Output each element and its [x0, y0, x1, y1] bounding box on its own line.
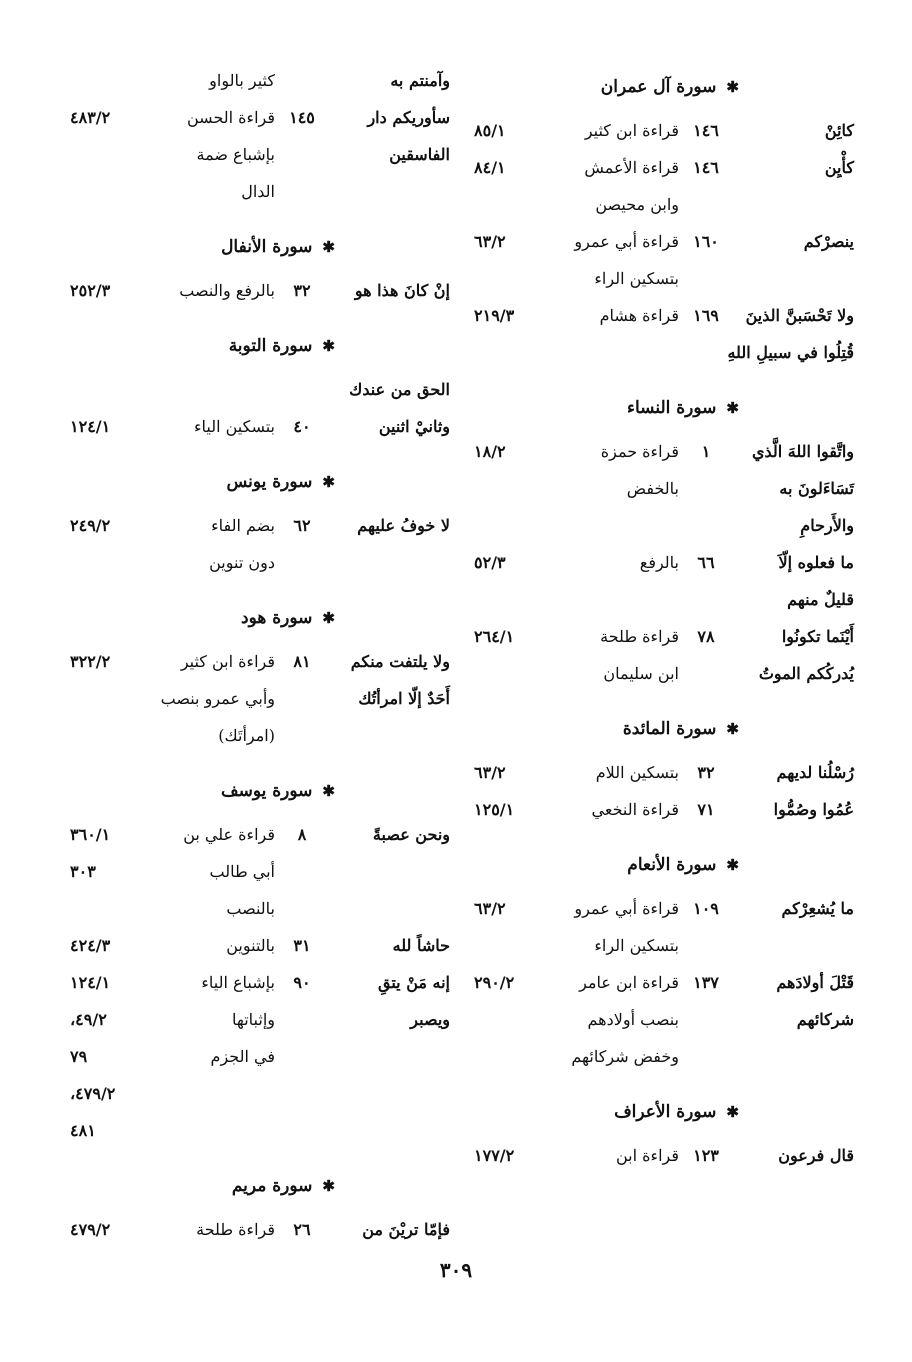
entry-word: وثانيْ اثنين: [378, 417, 450, 436]
reading-note: قراءة هشام: [599, 306, 679, 325]
index-entry: [70, 643, 450, 680]
index-entry: [474, 618, 854, 655]
entry-word: أَيْنَما تكونُوا: [781, 627, 854, 646]
page-reference: ٣٠٣: [70, 862, 96, 881]
surah-block: [70, 457, 450, 593]
asterisk-icon: ✱: [726, 856, 739, 874]
entry-word: إنْ كانَ هذا هو: [354, 281, 450, 300]
index-entry: [70, 1211, 450, 1248]
reading-note: دون تنوين: [209, 553, 275, 572]
asterisk-icon: ✱: [726, 399, 739, 417]
entry-word: فإمّا تريْنَ من: [362, 1220, 450, 1239]
reading-note: بالرفع: [639, 553, 679, 572]
page-reference: ٢٦٤/١: [474, 627, 515, 646]
verse-number: ٩٠: [293, 973, 311, 992]
page-reference: ١٢٥/١: [474, 800, 515, 819]
verse-number: ٢٦: [293, 1220, 311, 1239]
index-entry: [474, 1137, 854, 1174]
verse-number: ٨: [297, 825, 307, 844]
asterisk-icon: ✱: [322, 609, 335, 627]
surah-block: [70, 593, 450, 766]
reading-note: قراءة حمزة: [600, 442, 679, 461]
reading-note: وإثباتها: [231, 1010, 275, 1029]
entry-word: واتَّقوا اللهَ الَّذي: [751, 442, 854, 461]
entry-word: تَسَاءَلونَ به: [779, 479, 854, 498]
surah-heading: [474, 383, 854, 433]
index-entry: [474, 1038, 854, 1075]
reading-note: قراءة ابن: [616, 1146, 679, 1165]
page-reference: ٨٥/١: [474, 121, 506, 140]
surah-title: سورة يوسف: [221, 781, 313, 801]
asterisk-icon: ✱: [726, 720, 739, 738]
index-entry: [474, 754, 854, 791]
surah-block: [70, 766, 450, 1161]
index-entry: [474, 507, 854, 544]
reading-note: قراءة طلحة: [196, 1220, 275, 1239]
index-entry: [474, 112, 854, 149]
index-entry: [70, 816, 450, 853]
entry-word: حاشاً لله: [392, 936, 450, 955]
surah-block: [474, 840, 854, 1087]
index-entry: [474, 791, 854, 828]
index-entry: [474, 470, 854, 507]
verse-number: ١٢٣: [693, 1146, 719, 1165]
entry-word: ما فعلوه إلّاَ: [778, 553, 854, 572]
reading-note: في الجزم: [210, 1047, 275, 1066]
left-column: [70, 62, 450, 1260]
block-spacer: [474, 1075, 854, 1087]
reading-note: قراءة النخعي: [591, 800, 679, 819]
reading-note: بنصب أولادهم: [587, 1010, 679, 1029]
reading-note: قراءة الأعمش: [584, 158, 679, 177]
index-entry: [474, 297, 854, 334]
index-entry: [70, 964, 450, 1001]
index-entry: [474, 186, 854, 223]
index-entry: [474, 149, 854, 186]
verse-number: ١٠٩: [693, 899, 719, 918]
block-spacer: [70, 1149, 450, 1161]
reading-note: قراءة أبي عمرو: [574, 232, 679, 251]
surah-title: سورة النساء: [626, 398, 717, 418]
surah-heading: [70, 457, 450, 507]
page-reference: ٤٧٩/٢: [70, 1220, 111, 1239]
block-spacer: [474, 828, 854, 840]
entry-word: ونحن عصبةً: [372, 825, 450, 844]
page-reference: ٦٣/٢: [474, 899, 506, 918]
block-spacer: [474, 371, 854, 383]
entry-word: كأْيِن: [824, 158, 854, 177]
asterisk-icon: ✱: [322, 473, 335, 491]
index-entry: [70, 1001, 450, 1038]
entry-word: الفاسقين: [389, 145, 450, 164]
entry-word: ولا تَحْسَبنَّ الذينَ: [745, 306, 854, 325]
asterisk-icon: ✱: [726, 78, 739, 96]
page-reference: ٦٣/٢: [474, 763, 506, 782]
reading-note: كثير بالواو: [209, 71, 275, 90]
asterisk-icon: ✱: [726, 1103, 739, 1121]
surah-heading: [70, 1161, 450, 1211]
right-column: [474, 62, 854, 1186]
surah-block: [70, 1161, 450, 1260]
index-entry: [70, 853, 450, 890]
index-entry: [70, 1112, 450, 1149]
entry-word: قليلٌ منهم: [787, 590, 854, 609]
reading-note: وابن محيصن: [595, 195, 679, 214]
block-spacer: [474, 1174, 854, 1186]
index-entry: [70, 544, 450, 581]
surah-heading: [70, 593, 450, 643]
page-reference: ٢٥٢/٣: [70, 281, 111, 300]
verse-number: ٣٢: [697, 763, 715, 782]
block-spacer: [70, 210, 450, 222]
reading-note: قراءة الحسن: [186, 108, 275, 127]
entry-word: قَتْلَ أولادَهم: [776, 973, 854, 992]
page-reference: ٢١٩/٣: [474, 306, 515, 325]
surah-block: [474, 62, 854, 383]
page-reference: ٣٦٠/١: [70, 825, 111, 844]
index-entry: [474, 964, 854, 1001]
index-entry: [474, 334, 854, 371]
reading-note: بالرفع والنصب: [179, 281, 275, 300]
block-spacer: [70, 581, 450, 593]
verse-number: ٦٦: [697, 553, 715, 572]
reading-note: بالتنوين: [226, 936, 275, 955]
entry-word: الحق من عندك: [349, 380, 450, 399]
reading-note: قراءة علي بن: [183, 825, 275, 844]
surah-block: [70, 222, 450, 321]
page-reference: ٤٩/٢،: [70, 1010, 107, 1029]
index-entry: [70, 507, 450, 544]
verse-number: ٣١: [293, 936, 311, 955]
verse-number: ١٤٦: [693, 121, 719, 140]
reading-note: الدال: [241, 182, 275, 201]
index-entry: [474, 890, 854, 927]
surah-heading: [70, 766, 450, 816]
index-entry: [70, 717, 450, 754]
page-reference: ٤٧٩/٢،: [70, 1084, 116, 1103]
block-spacer: [70, 445, 450, 457]
surah-block: [70, 321, 450, 457]
verse-number: ١٤٦: [693, 158, 719, 177]
page-reference: ٢٤٩/٢: [70, 516, 111, 535]
surah-title: سورة مريم: [231, 1176, 313, 1196]
reading-note: بإشباع الياء: [201, 973, 275, 992]
page-reference: ٤٢٤/٣: [70, 936, 111, 955]
reading-note: بتسكين الراء: [594, 936, 679, 955]
surah-title: سورة التوبة: [228, 336, 313, 356]
reading-note: قراءة ابن كثير: [180, 652, 275, 671]
asterisk-icon: ✱: [322, 337, 335, 355]
index-entry: [474, 433, 854, 470]
surah-title: سورة يونس: [226, 472, 313, 492]
entry-word: سأوريكم دار: [367, 108, 450, 127]
entry-word: ولا يلتفت منكم: [350, 652, 450, 671]
asterisk-icon: ✱: [322, 238, 335, 256]
verse-number: ١: [701, 442, 711, 461]
verse-number: ٧١: [697, 800, 715, 819]
reading-note: بإشباع ضمة: [196, 145, 275, 164]
entry-word: إنه مَنْ يتقِ: [378, 973, 450, 992]
reading-note: أبي طالب: [209, 862, 275, 881]
page-reference: ١٨/٢: [474, 442, 506, 461]
index-entry: [70, 1038, 450, 1075]
entry-word: قُتِلُوا في سبيلِ اللهِ: [727, 343, 854, 362]
reading-note: بتسكين الراء: [594, 269, 679, 288]
verse-number: ١٣٧: [693, 973, 719, 992]
index-entry: [474, 260, 854, 297]
reading-note: بتسكين اللام: [595, 763, 679, 782]
entry-word: ينصرْكم: [803, 232, 854, 251]
surah-block: [70, 62, 450, 222]
surah-block: [474, 383, 854, 704]
entry-word: كائِنْ: [824, 121, 854, 140]
page-reference: ٧٩: [70, 1047, 88, 1066]
block-spacer: [70, 309, 450, 321]
index-entry: [474, 581, 854, 618]
page-reference: ٦٣/٢: [474, 232, 506, 251]
index-entry: [70, 408, 450, 445]
page-reference: ١٢٤/١: [70, 417, 111, 436]
entry-word: لا خوفُ عليهم: [357, 516, 450, 535]
reading-note: بضم الفاء: [211, 516, 275, 535]
reading-note: وخفض شركائهم: [571, 1047, 679, 1066]
verse-number: ١٤٥: [289, 108, 315, 127]
reading-note: ابن سليمان: [603, 664, 679, 683]
entry-word: وآمنتم به: [390, 71, 450, 90]
entry-word: عُمُوا وصُمُّوا: [773, 800, 854, 819]
reading-note: قراءة طلحة: [600, 627, 679, 646]
entry-word: ما يُشعِرْكم: [781, 899, 854, 918]
page-reference: ١٧٧/٢: [474, 1146, 515, 1165]
surah-block: [474, 1087, 854, 1186]
page-reference: ٥٢/٣: [474, 553, 506, 572]
surah-block: [474, 704, 854, 840]
reading-note: قراءة ابن كثير: [584, 121, 679, 140]
index-entry: [474, 1001, 854, 1038]
page-reference: ٣٢٢/٢: [70, 652, 111, 671]
verse-number: ٦٢: [293, 516, 311, 535]
index-entry: [70, 272, 450, 309]
index-entry: [70, 62, 450, 99]
reading-note: قراءة أبي عمرو: [574, 899, 679, 918]
page-reference: ٤٨٣/٢: [70, 108, 111, 127]
page-reference: ٤٨١: [70, 1121, 96, 1140]
page-number: ٣٠٩: [439, 1258, 473, 1282]
asterisk-icon: ✱: [322, 1177, 335, 1195]
index-entry: [70, 680, 450, 717]
entry-word: يُدركُكم الموتُ: [758, 664, 854, 683]
surah-title: سورة آل عمران: [600, 77, 717, 97]
block-spacer: [474, 692, 854, 704]
index-entry: [474, 544, 854, 581]
reading-note: قراءة ابن عامر: [579, 973, 679, 992]
surah-heading: [70, 321, 450, 371]
index-entry: [474, 655, 854, 692]
surah-title: سورة الأنفال: [221, 237, 313, 257]
verse-number: ٧٨: [697, 627, 715, 646]
reading-note: بالخفض: [626, 479, 679, 498]
block-spacer: [70, 754, 450, 766]
entry-word: والأَرحامِ: [800, 516, 854, 535]
surah-heading: [474, 704, 854, 754]
verse-number: ١٦٠: [693, 232, 719, 251]
index-entry: [474, 223, 854, 260]
surah-heading: [474, 1087, 854, 1137]
index-entry: [474, 927, 854, 964]
index-entry: [70, 99, 450, 136]
surah-title: سورة المائدة: [622, 719, 717, 739]
verse-number: ٣٢: [293, 281, 311, 300]
verse-number: ١٦٩: [693, 306, 719, 325]
reading-note: بالنصب: [226, 899, 275, 918]
index-entry: [70, 1075, 450, 1112]
page-reference: ١٢٤/١: [70, 973, 111, 992]
index-entry: [70, 371, 450, 408]
verse-number: ٤٠: [293, 417, 311, 436]
surah-title: سورة الأعراف: [614, 1102, 717, 1122]
entry-word: ويصبر: [410, 1010, 450, 1029]
page-reference: ٨٤/١: [474, 158, 506, 177]
page-reference: ٢٩٠/٢: [474, 973, 515, 992]
verse-number: ٨١: [293, 652, 311, 671]
reading-note: وأبي عمرو بنصب: [160, 689, 275, 708]
index-entry: [70, 927, 450, 964]
surah-title: سورة الأنعام: [627, 855, 717, 875]
asterisk-icon: ✱: [322, 782, 335, 800]
index-entry: [70, 136, 450, 173]
entry-word: رُسْلُنا لديهم: [776, 763, 854, 782]
entry-word: شركائهم: [796, 1010, 854, 1029]
surah-heading: [70, 222, 450, 272]
entry-word: أَحَدٌ إلّا امرأتُك: [358, 689, 450, 708]
index-entry: [70, 890, 450, 927]
surah-heading: [474, 840, 854, 890]
reading-note: (امرأتَك): [218, 726, 275, 745]
surah-heading: [474, 62, 854, 112]
index-entry: [70, 173, 450, 210]
surah-title: سورة هود: [241, 608, 313, 628]
reading-note: بتسكين الياء: [193, 417, 275, 436]
entry-word: قال فرعون: [778, 1146, 854, 1165]
